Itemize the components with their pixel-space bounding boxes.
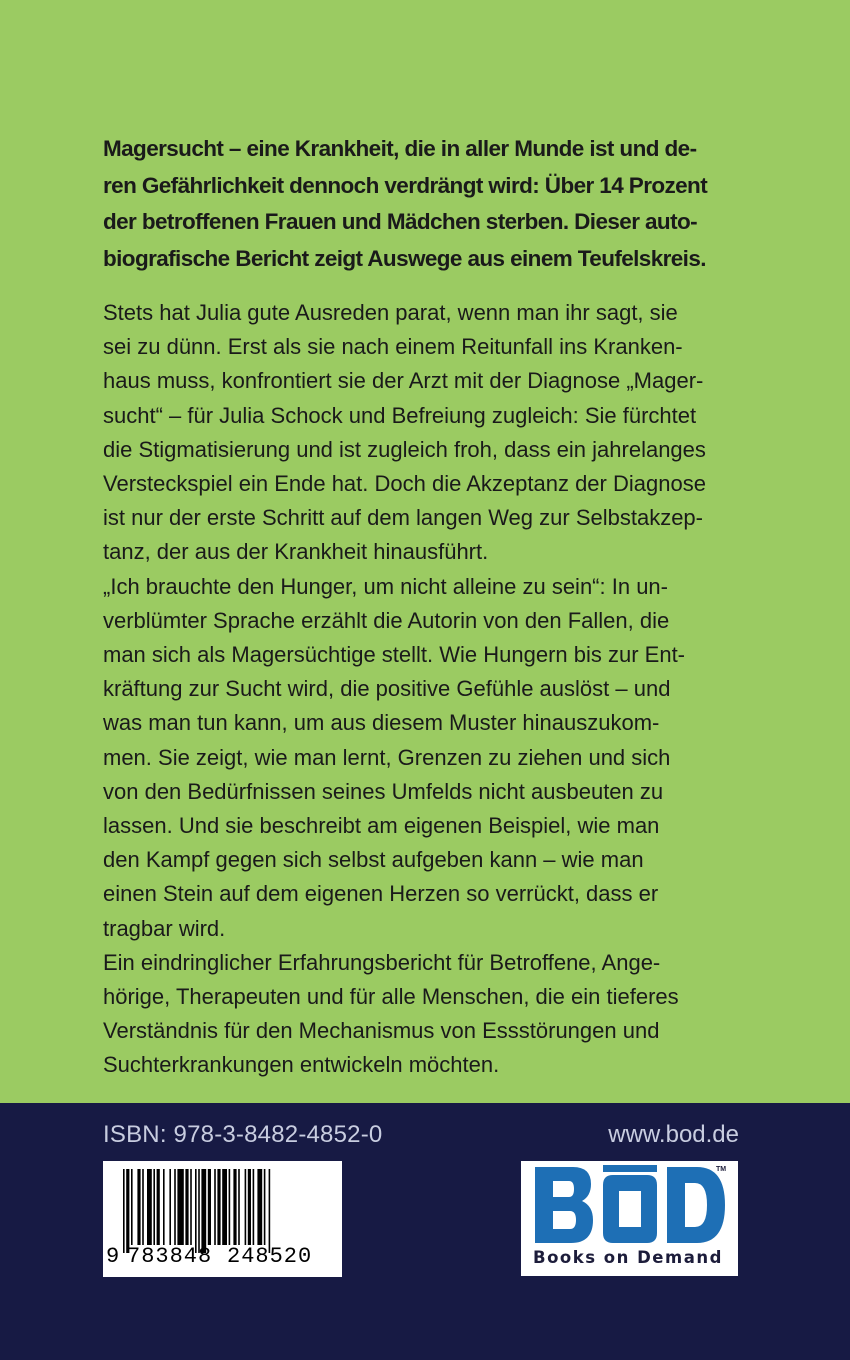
- barcode-bar: [264, 1169, 266, 1245]
- barcode-bar: [198, 1169, 200, 1253]
- description-line: den Kampf gegen sich selbst aufgeben kann – wie man: [103, 847, 644, 873]
- description-line: einen Stein auf dem eigenen Herzen so verrückt, dass er: [103, 881, 659, 907]
- barcode-bar: [157, 1169, 160, 1245]
- barcode-bar: [229, 1169, 231, 1245]
- description-line: „Ich brauchte den Hunger, um nicht alleine zu sein“: In un-: [103, 573, 668, 599]
- description-paragraph: [103, 570, 739, 946]
- barcode-bar: [174, 1169, 176, 1245]
- teaser-line: biografische Bericht zeigt Auswege aus einem Teufelskreis.: [103, 245, 706, 271]
- bod-logo-letters: [533, 1165, 727, 1245]
- description-line: Suchterkrankungen entwickeln möchten.: [103, 1052, 500, 1078]
- trademark-symbol: TM: [716, 1166, 727, 1173]
- barcode-bar: [126, 1169, 129, 1253]
- barcode-bar: [222, 1169, 227, 1245]
- description-text: [103, 296, 739, 1083]
- description-line: von den Bedürfnissen seines Umfelds nicht ausbeuten zu: [103, 778, 664, 804]
- description-line: tragbar wird.: [103, 915, 226, 941]
- description-line: die Stigmatisierung und ist zugleich froh, dass ein jahrelanges: [103, 436, 706, 462]
- description-line: verblümter Sprache erzählt die Autorin von den Fallen, die: [103, 607, 670, 633]
- description-line: Verständnis für den Mechanismus von Essstörungen und: [103, 1018, 660, 1044]
- barcode-bar: [123, 1169, 125, 1253]
- barcode: [103, 1161, 342, 1277]
- description-line: sei zu dünn. Erst als sie nach einem Reitunfall ins Kranken-: [103, 334, 683, 360]
- description-line: ist nur der erste Schritt auf dem langen Weg zur Selbstakzep-: [103, 505, 703, 531]
- description-line: men. Sie zeigt, wie man lernt, Grenzen zu ziehen und sich: [103, 744, 671, 770]
- barcode-bar: [238, 1169, 240, 1245]
- description-line: hörige, Therapeuten und für alle Menschen, die ein tieferes: [103, 984, 679, 1010]
- barcode-bar: [137, 1169, 140, 1245]
- description-line: lassen. Und sie beschreibt am eigenen Beispiel, wie man: [103, 813, 660, 839]
- barcode-left-digits: 783848: [127, 1244, 213, 1269]
- barcode-bar: [245, 1169, 247, 1245]
- barcode-bar: [131, 1169, 133, 1245]
- barcode-bar: [214, 1169, 216, 1245]
- teaser-line: der betroffenen Frauen und Mädchen sterben. Dieser auto-: [103, 209, 697, 234]
- description-line: haus muss, konfrontiert sie der Arzt mit der Diagnose „Mager-: [103, 368, 704, 394]
- barcode-bar: [153, 1169, 155, 1245]
- barcode-first-digit: 9: [106, 1244, 120, 1269]
- teaser-line: ren Gefährlichkeit dennoch verdrängt wird: Über 14 Prozent: [103, 172, 708, 198]
- description-line: man sich als Magersüchtige stellt. Wie Hungern bis zur Ent-: [103, 642, 686, 668]
- description-paragraph: [103, 296, 739, 570]
- description-line: Versteckspiel ein Ende hat. Doch die Akzeptanz der Diagnose: [103, 471, 706, 497]
- teaser-paragraph: [103, 131, 739, 277]
- barcode-bar: [177, 1169, 183, 1245]
- barcode-digits: [103, 1244, 342, 1274]
- barcode-bar: [201, 1169, 206, 1253]
- publisher-url: www.bod.de: [608, 1121, 739, 1148]
- barcode-bar: [257, 1169, 262, 1245]
- description-line: was man tun kann, um aus diesem Muster hinauszukom-: [103, 710, 660, 736]
- barcode-bar: [233, 1169, 236, 1245]
- description-line: sucht“ – für Julia Schock und Befreiung zugleich: Sie fürchtet: [103, 402, 697, 428]
- barcode-bar: [169, 1169, 171, 1245]
- bod-logo-subtitle: Books on Demand: [533, 1248, 723, 1267]
- description-paragraph: [103, 946, 739, 1083]
- description-line: Ein eindringlicher Erfahrungsbericht für Betroffene, Ange-: [103, 949, 661, 975]
- barcode-bar: [248, 1169, 251, 1245]
- barcode-bar: [195, 1169, 197, 1253]
- barcode-bar: [217, 1169, 220, 1245]
- bod-logo: [521, 1161, 738, 1276]
- description-line: Stets hat Julia gute Ausreden parat, wenn man ihr sagt, sie: [103, 300, 678, 325]
- barcode-bar: [190, 1169, 192, 1245]
- barcode-bar: [253, 1169, 255, 1245]
- barcode-bar: [208, 1169, 211, 1245]
- barcode-right-digits: 248520: [227, 1244, 313, 1269]
- barcode-bar: [147, 1169, 152, 1245]
- barcode-bar: [163, 1169, 165, 1245]
- description-line: kräftung zur Sucht wird, die positive Gefühle auslöst – und: [103, 676, 671, 702]
- description-line: tanz, der aus der Krankheit hinausführt.: [103, 539, 489, 565]
- barcode-bar: [185, 1169, 188, 1245]
- barcode-bar: [142, 1169, 144, 1245]
- teaser-line: Magersucht – eine Krankheit, die in aller Munde ist und de-: [103, 136, 697, 161]
- barcode-bar: [269, 1169, 271, 1253]
- isbn-label: ISBN: 978-3-8482-4852-0: [103, 1121, 383, 1148]
